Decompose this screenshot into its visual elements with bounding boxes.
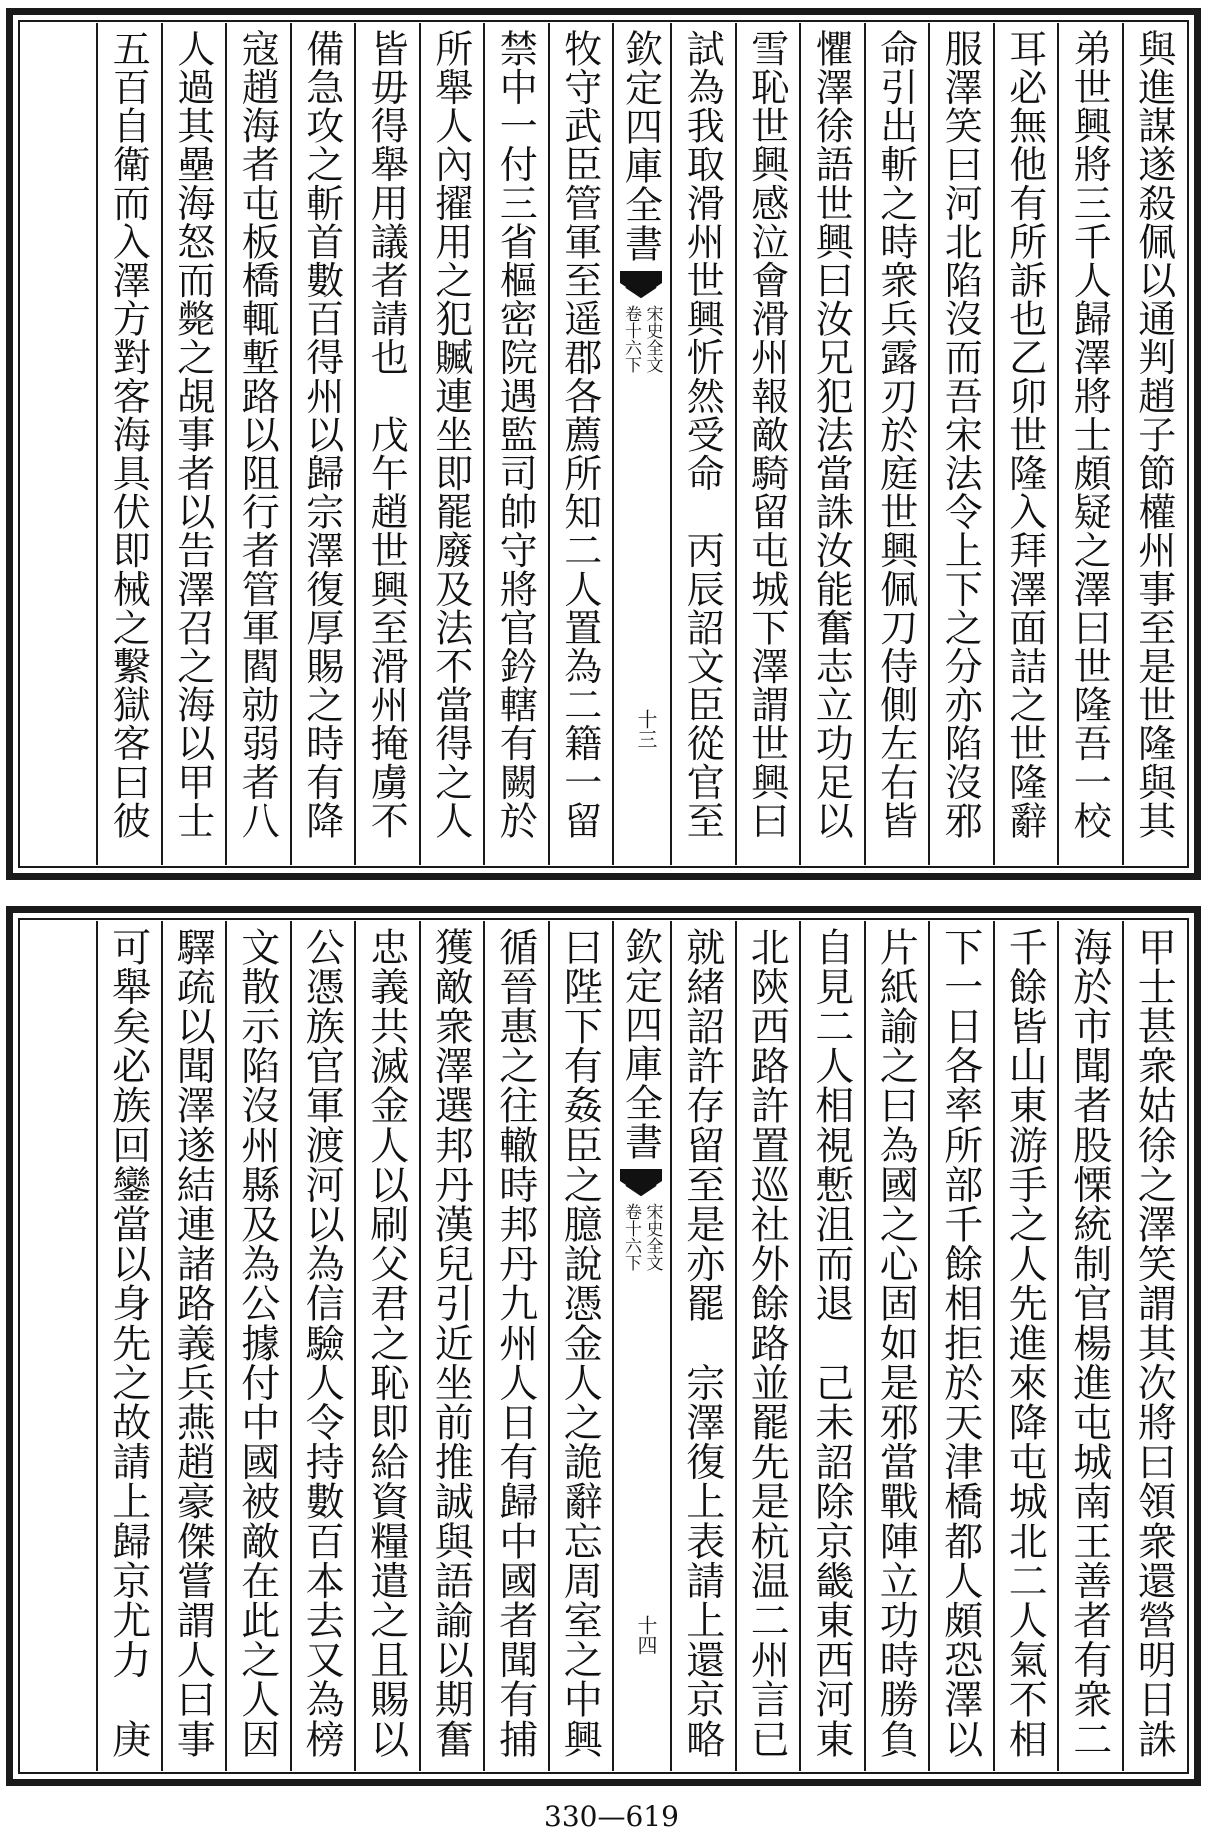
- text-column: [670, 927, 735, 1765]
- column-rule: [225, 921, 227, 1771]
- book-title: 宋史全文: [642, 305, 663, 373]
- column-text: 下一日各率所部千餘相拒於天津橋都人頗恐澤以: [937, 927, 983, 1759]
- column-rule: [290, 921, 292, 1771]
- text-column: [993, 29, 1058, 859]
- column-text: 人過其壘海怒而斃之覘事者以告澤召之海以甲士: [170, 29, 215, 840]
- column-rule: [864, 921, 866, 1771]
- column-text: 可舉矣必族回鑾當以身先之故請上歸京尤力 庚: [105, 927, 151, 1759]
- text-column: [735, 29, 800, 859]
- column-text: 忠義共滅金人以刷父君之恥即給資糧遣之且賜以: [363, 927, 409, 1759]
- folio-number: 十四: [634, 1615, 658, 1655]
- text-column: [1057, 927, 1122, 1765]
- column-rule: [928, 23, 930, 865]
- column-text: 循晉惠之往轍時邦丹九州人日有歸中國者聞有捕: [492, 927, 538, 1759]
- center-spine: [612, 29, 670, 859]
- column-rule: [290, 23, 292, 865]
- column-rule: [161, 921, 163, 1771]
- column-text: 獲敵衆澤選邦丹漢兒引近坐前推誠與語諭以期奮: [428, 927, 474, 1759]
- text-column: [735, 927, 800, 1765]
- column-text: 公憑族官軍渡河以為信驗人令持數百本去又為榜: [299, 927, 345, 1759]
- text-column: [290, 29, 355, 859]
- column-rule: [548, 921, 550, 1771]
- column-rule: [483, 921, 485, 1771]
- text-column: [993, 927, 1058, 1765]
- text-column: [1057, 29, 1122, 859]
- column-rule: [799, 23, 801, 865]
- text-column: [928, 927, 993, 1765]
- text-column: [670, 29, 735, 859]
- text-column: [290, 927, 355, 1765]
- text-column: [419, 29, 484, 859]
- column-rule: [993, 23, 995, 865]
- text-column: [161, 927, 226, 1765]
- text-column: [225, 29, 290, 859]
- text-column: [419, 927, 484, 1765]
- folio-number: 十三: [634, 709, 658, 749]
- text-column: [354, 29, 419, 859]
- top-page: [6, 8, 1201, 880]
- column-text: 牧守武臣管軍至遥郡各薦所知二人置為二籍一留: [557, 29, 602, 840]
- text-column: [483, 29, 548, 859]
- column-rule: [419, 23, 421, 865]
- column-rule: [612, 921, 614, 1771]
- text-column: [864, 29, 929, 859]
- column-rule: [612, 23, 614, 865]
- column-rule: [799, 921, 801, 1771]
- column-text: 禁中一付三省樞密院遇監司帥守將官鈐轄有闕於: [493, 29, 538, 840]
- volume-label: 卷十六下: [621, 305, 641, 373]
- column-rule: [864, 23, 866, 865]
- column-text: 懼澤徐語世興曰汝兄犯法當誅汝能奮志立功足以: [809, 29, 854, 840]
- text-column: [225, 927, 290, 1765]
- text-column: [96, 29, 161, 859]
- fishtail-mark-icon: [618, 269, 664, 299]
- column-text: 皆毋得舉用議者請也 戊午趙世興至滑州掩虜不: [364, 29, 409, 840]
- column-rule: [670, 23, 672, 865]
- column-text: 自見二人相視慙沮而退 己未詔除京畿東西河東: [808, 927, 854, 1759]
- column-text: 所舉人內擢用之犯贓連坐即罷廢及法不當得之人: [428, 29, 473, 840]
- column-text: 千餘皆山東游手之人先進來降屯城北二人氣不相: [1002, 927, 1048, 1759]
- column-rule: [419, 921, 421, 1771]
- column-text: 驛疏以聞澤遂結連諸路義兵燕趙豪傑嘗謂人曰事: [170, 927, 216, 1759]
- column-text: 北陝西路許置巡社外餘路並罷先是杭温二州言已: [744, 927, 790, 1759]
- column-text: 海於市聞者股慄統制官楊進屯城南王善者有衆二: [1066, 927, 1112, 1759]
- collection-title: 欽定四庫全書: [618, 29, 663, 263]
- text-column: [1122, 927, 1187, 1765]
- text-column: [799, 29, 864, 859]
- column-rule: [1057, 921, 1059, 1771]
- column-text: 弟世興將三千人歸澤將士頗疑之澤曰世隆吾一校: [1067, 29, 1112, 840]
- column-text: 與進謀遂殺佩以通判趙子節權州事至是世隆與其: [1131, 29, 1176, 840]
- column-rule: [670, 921, 672, 1771]
- column-rule: [161, 23, 163, 865]
- column-rule: [1122, 23, 1124, 865]
- volume-label: 卷十六下: [621, 1203, 641, 1271]
- fishtail-mark-icon: [618, 1167, 664, 1197]
- column-text: 雪恥世興感泣會滑州報敵騎留屯城下澤謂世興曰: [744, 29, 789, 840]
- column-text: 命引出斬之時衆兵露刃於庭世興佩刀侍側左右皆: [873, 29, 918, 840]
- column-text: 耳必無他有所訴也乙卯世隆入拜澤面詰之世隆辭: [1002, 29, 1047, 840]
- text-column: [799, 927, 864, 1765]
- column-rule: [483, 23, 485, 865]
- text-column: [928, 29, 993, 859]
- column-rule: [225, 23, 227, 865]
- column-text: 備急攻之斬首數百得州以歸宗澤復厚賜之時有降: [299, 29, 344, 840]
- column-rule: [1057, 23, 1059, 865]
- column-rule: [735, 23, 737, 865]
- column-text: 寇趙海者屯板橋輒塹路以阻行者管軍閻勍弱者八: [235, 29, 280, 840]
- page-footer-number: 330—619: [544, 1800, 679, 1833]
- collection-title: 欽定四庫全書: [618, 927, 663, 1161]
- column-rule: [928, 921, 930, 1771]
- column-text: 甲士甚衆姑徐之澤笑謂其次將曰領衆還營明日誅: [1131, 927, 1177, 1759]
- column-text: 文散示陷沒州縣及為公據付中國被敵在此之人因: [234, 927, 280, 1759]
- column-text: 就緒詔許存留至是亦罷 宗澤復上表請上還京略: [679, 927, 725, 1759]
- column-rule: [96, 23, 98, 865]
- column-rule: [354, 23, 356, 865]
- bottom-page: [6, 906, 1201, 1786]
- center-spine: [612, 927, 670, 1765]
- text-column: [161, 29, 226, 859]
- column-text: 片紙諭之曰為國之心固如是邪當戰陣立功時勝負: [873, 927, 919, 1759]
- book-title: 宋史全文: [642, 1203, 663, 1271]
- text-column: [483, 927, 548, 1765]
- text-column: [1122, 29, 1187, 859]
- column-rule: [1122, 921, 1124, 1771]
- text-column: [96, 927, 161, 1765]
- column-rule: [354, 921, 356, 1771]
- column-rule: [96, 921, 98, 1771]
- column-text: 五百自衛而入澤方對客海具伏即械之繫獄客曰彼: [106, 29, 151, 840]
- text-column: [354, 927, 419, 1765]
- column-rule: [993, 921, 995, 1771]
- text-column: [864, 927, 929, 1765]
- text-column: [548, 927, 613, 1765]
- column-rule: [735, 921, 737, 1771]
- text-column: [548, 29, 613, 859]
- column-text: 試為我取滑州世興忻然受命 丙辰詔文臣從官至: [680, 29, 725, 840]
- column-text: 曰陛下有姦臣之臆說憑金人之詭辭忘周室之中興: [557, 927, 603, 1759]
- column-text: 服澤笑曰河北陷沒而吾宋法令上下之分亦陷沒邪: [938, 29, 983, 840]
- column-rule: [548, 23, 550, 865]
